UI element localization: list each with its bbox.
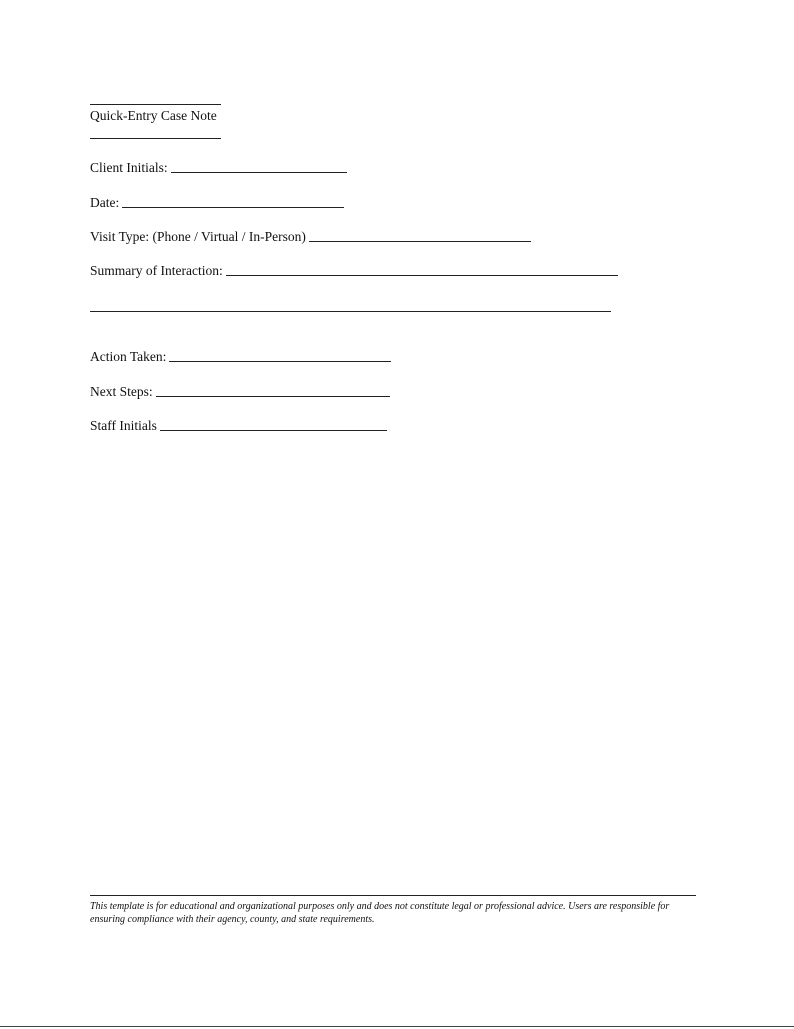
staff-initials-field[interactable] <box>90 416 387 434</box>
visit-type-label: Visit Type: (Phone / Virtual / In-Person) <box>90 229 306 244</box>
summary-continuation-line[interactable] <box>90 311 611 312</box>
client-initials-field[interactable] <box>90 158 347 176</box>
staff-initials-label: Staff Initials <box>90 418 157 433</box>
client-initials-blank[interactable] <box>171 172 347 173</box>
next-steps-blank[interactable] <box>156 396 390 397</box>
staff-initials-blank[interactable] <box>160 430 387 431</box>
date-label: Date: <box>90 195 120 210</box>
summary-blank[interactable] <box>226 275 618 276</box>
footer-divider <box>90 895 696 896</box>
form-title: Quick-Entry Case Note <box>90 108 217 123</box>
date-blank[interactable] <box>122 207 344 208</box>
summary-field[interactable] <box>90 261 618 279</box>
visit-type-field[interactable] <box>90 227 531 245</box>
visit-type-blank[interactable] <box>309 241 531 242</box>
title-rule-bottom <box>90 138 221 139</box>
page-bottom-edge <box>0 1026 794 1027</box>
footer-disclaimer: This template is for educational and organizational purposes only and does not constitute legal or professional advice. Users are responsible for ensuring compliance with their agency, county, and state requirements. <box>90 901 670 925</box>
next-steps-label: Next Steps: <box>90 384 153 399</box>
summary-label: Summary of Interaction: <box>90 263 223 278</box>
action-taken-field[interactable] <box>90 347 391 365</box>
next-steps-field[interactable] <box>90 382 390 400</box>
date-field[interactable] <box>90 193 344 211</box>
client-initials-label: Client Initials: <box>90 160 168 175</box>
title-rule-top <box>90 104 221 105</box>
action-taken-label: Action Taken: <box>90 349 167 364</box>
action-taken-blank[interactable] <box>169 361 391 362</box>
